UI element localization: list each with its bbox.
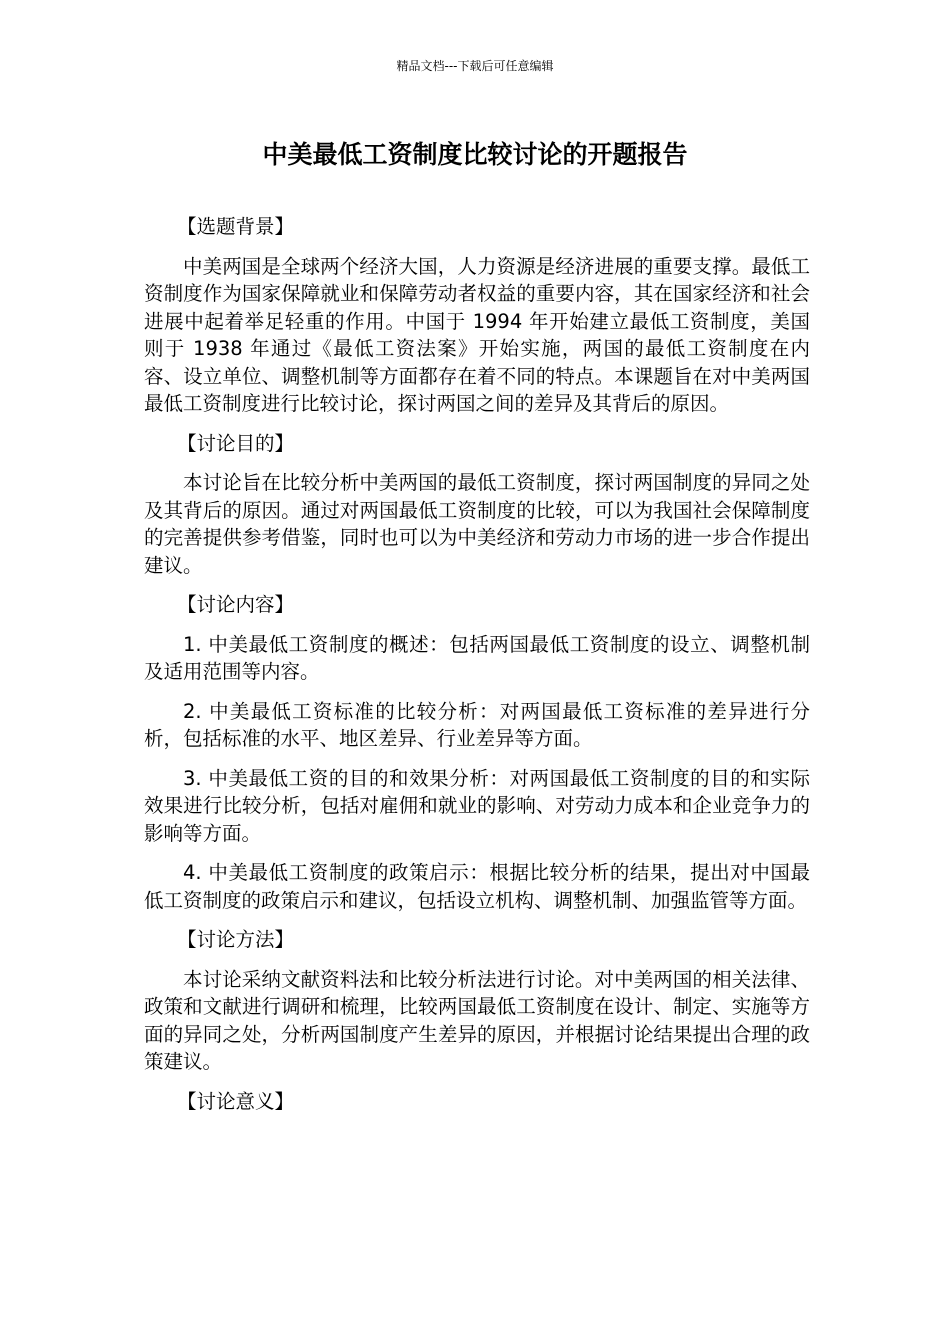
- section-heading-purpose: 【讨论目的】: [177, 431, 295, 455]
- section-heading-content: 【讨论内容】: [177, 593, 295, 616]
- section-heading-background: 【选题背景】: [177, 215, 295, 238]
- list-item-content-1: 1. 中美最低工资制度的概述：包括两国最低工资制度的设立、调整机制及适用范围等内容。: [144, 632, 810, 683]
- list-item-content-2: 2. 中美最低工资标准的比较分析：对两国最低工资标准的差异进行分析，包括标准的水平、地区差异、行业差异等方面。: [144, 699, 810, 750]
- paragraph-background: 中美两国是全球两个经济大国，人力资源是经济进展的重要支撑。最低工资制度作为国家保障就业和保障劳动者权益的重要内容，其在国家经济和社会进展中起着举足轻重的作用。中国于 1994 年开始建立最低工资制度，美国则于 1938 年通过《最低工资法案》开始实施，两国的最低工资制度在内容、设立单位、调整机制等方面都存在着不同的特点。本课题旨在对中美两国最低工资制度进行比较讨论，探讨两国之间的差异及其背后的原因。: [144, 254, 810, 415]
- section-heading-method: 【讨论方法】: [177, 928, 295, 951]
- page-header-note: 精品文档---下载后可任意编辑: [396, 59, 554, 73]
- list-item-content-4: 4. 中美最低工资制度的政策启示：根据比较分析的结果，提出对中国最低工资制度的政策启示和建议，包括设立机构、调整机制、加强监管等方面。: [144, 861, 810, 912]
- paragraph-method: 本讨论采纳文献资料法和比较分析法进行讨论。对中美两国的相关法律、政策和文献进行调研和梳理，比较两国最低工资制度在设计、制定、实施等方面的异同之处，分析两国制度产生差异的原因，并根据讨论结果提出合理的政策建议。: [144, 967, 810, 1073]
- document-title: 中美最低工资制度比较讨论的开题报告: [262, 140, 688, 169]
- document-body: [144, 213, 810, 1127]
- section-heading-significance: 【讨论意义】: [177, 1089, 295, 1113]
- paragraph-purpose: 本讨论旨在比较分析中美两国的最低工资制度，探讨两国制度的异同之处及其背后的原因。通过对两国最低工资制度的比较，可以为我国社会保障制度的完善提供参考借鉴，同时也可以为中美经济和劳动力市场的进一步合作提出建议。: [144, 471, 810, 577]
- list-item-content-3: 3. 中美最低工资的目的和效果分析：对两国最低工资制度的目的和实际效果进行比较分析，包括对雇佣和就业的影响、对劳动力成本和企业竞争力的影响等方面。: [144, 766, 810, 845]
